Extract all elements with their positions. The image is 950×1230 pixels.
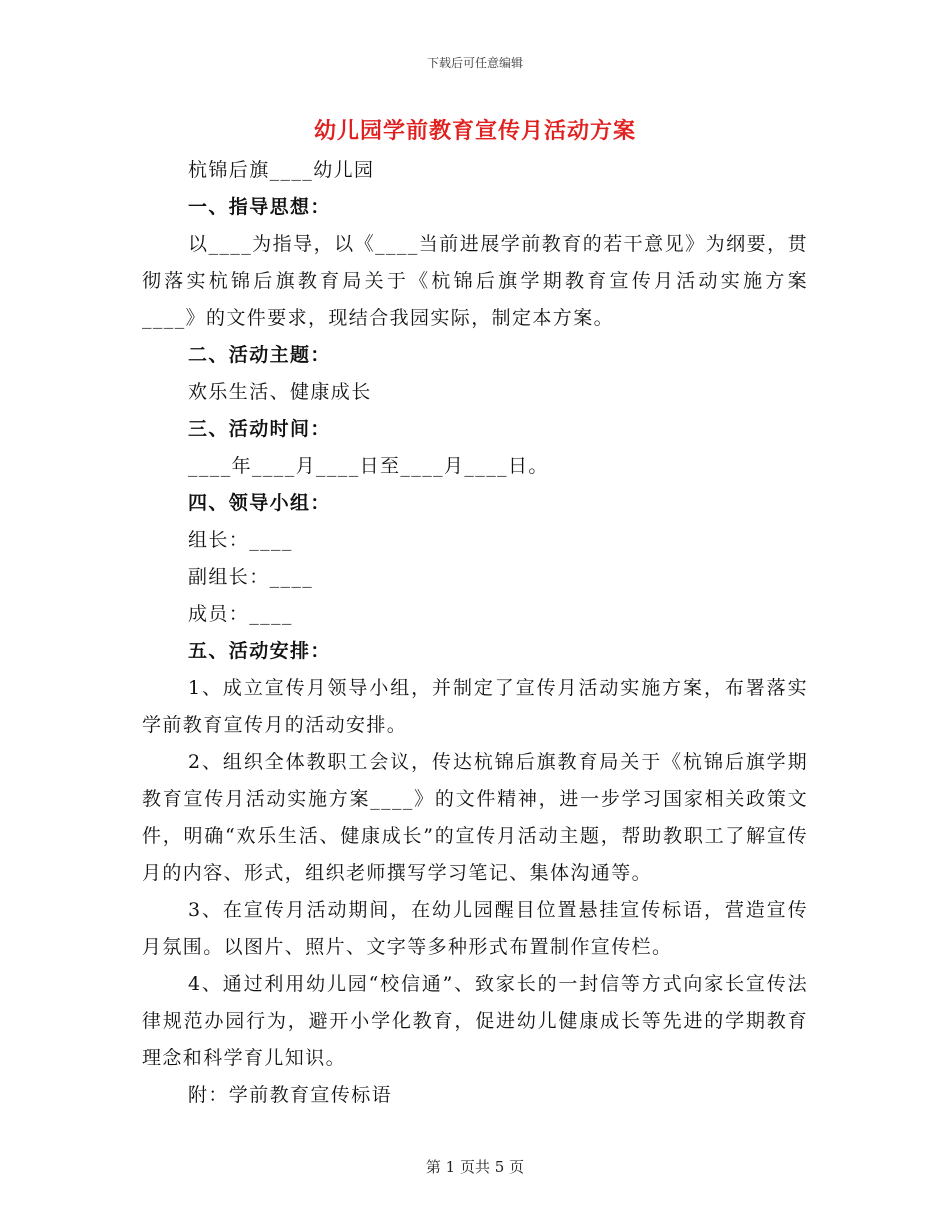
section-heading-leadership: 四、领导小组： — [188, 492, 331, 514]
arrangement-item-3: 3、在宣传月活动期间，在幼儿园醒目位置悬挂宣传标语，营造宣传月氛围。以图片、照片、文字等多种形式布置制作宣传栏。 — [142, 899, 808, 958]
document-title: 幼儿园学前教育宣传月活动方案 — [313, 118, 636, 144]
leader-line: 组长：____ — [188, 529, 293, 551]
activity-theme: 欢乐生活、健康成长 — [188, 381, 372, 403]
activity-time: ____年____月____日至____月____日。 — [188, 455, 549, 477]
section-heading-time: 三、活动时间： — [188, 418, 331, 440]
arrangement-item-1: 1、成立宣传月领导小组，并制定了宣传月活动实施方案，布署落实学前教育宣传月的活动安排。 — [142, 677, 808, 736]
deputy-leader-line: 副组长：____ — [188, 566, 314, 588]
org-line: 杭锦后旗____幼儿园 — [188, 159, 375, 181]
guiding-thought-paragraph: 以____为指导，以《____当前进展学前教育的若干意见》为纲要，贯彻落实杭锦后旗教育局关于《杭锦后旗学期教育宣传月活动实施方案____》的文件要求，现结合我园实际，制定本方案。 — [142, 233, 808, 329]
section-heading-theme: 二、活动主题： — [188, 344, 331, 366]
document-body — [142, 152, 808, 1114]
page-number-footer: 第 1 页共 5 页 — [425, 1158, 525, 1176]
appendix-line: 附：学前教育宣传标语 — [188, 1084, 393, 1106]
section-heading-guiding-thought: 一、指导思想： — [188, 196, 331, 218]
arrangement-item-4: 4、通过利用幼儿园“校信通”、致家长的一封信等方式向家长宣传法律规范办园行为，避开小学化教育，促进幼儿健康成长等先进的学期教育理念和科学育儿知识。 — [142, 973, 808, 1069]
header-note: 下载后可任意编辑 — [426, 56, 523, 70]
section-heading-arrangement: 五、活动安排： — [188, 640, 331, 662]
members-line: 成员：____ — [188, 603, 293, 625]
arrangement-item-2: 2、组织全体教职工会议，传达杭锦后旗教育局关于《杭锦后旗学期教育宣传月活动实施方案____》的文件精神，进一步学习国家相关政策文件，明确“欢乐生活、健康成长”的宣传月活动主题，帮助教职工了解宣传月的内容、形式，组织老师撰写学习笔记、集体沟通等。 — [142, 751, 808, 884]
